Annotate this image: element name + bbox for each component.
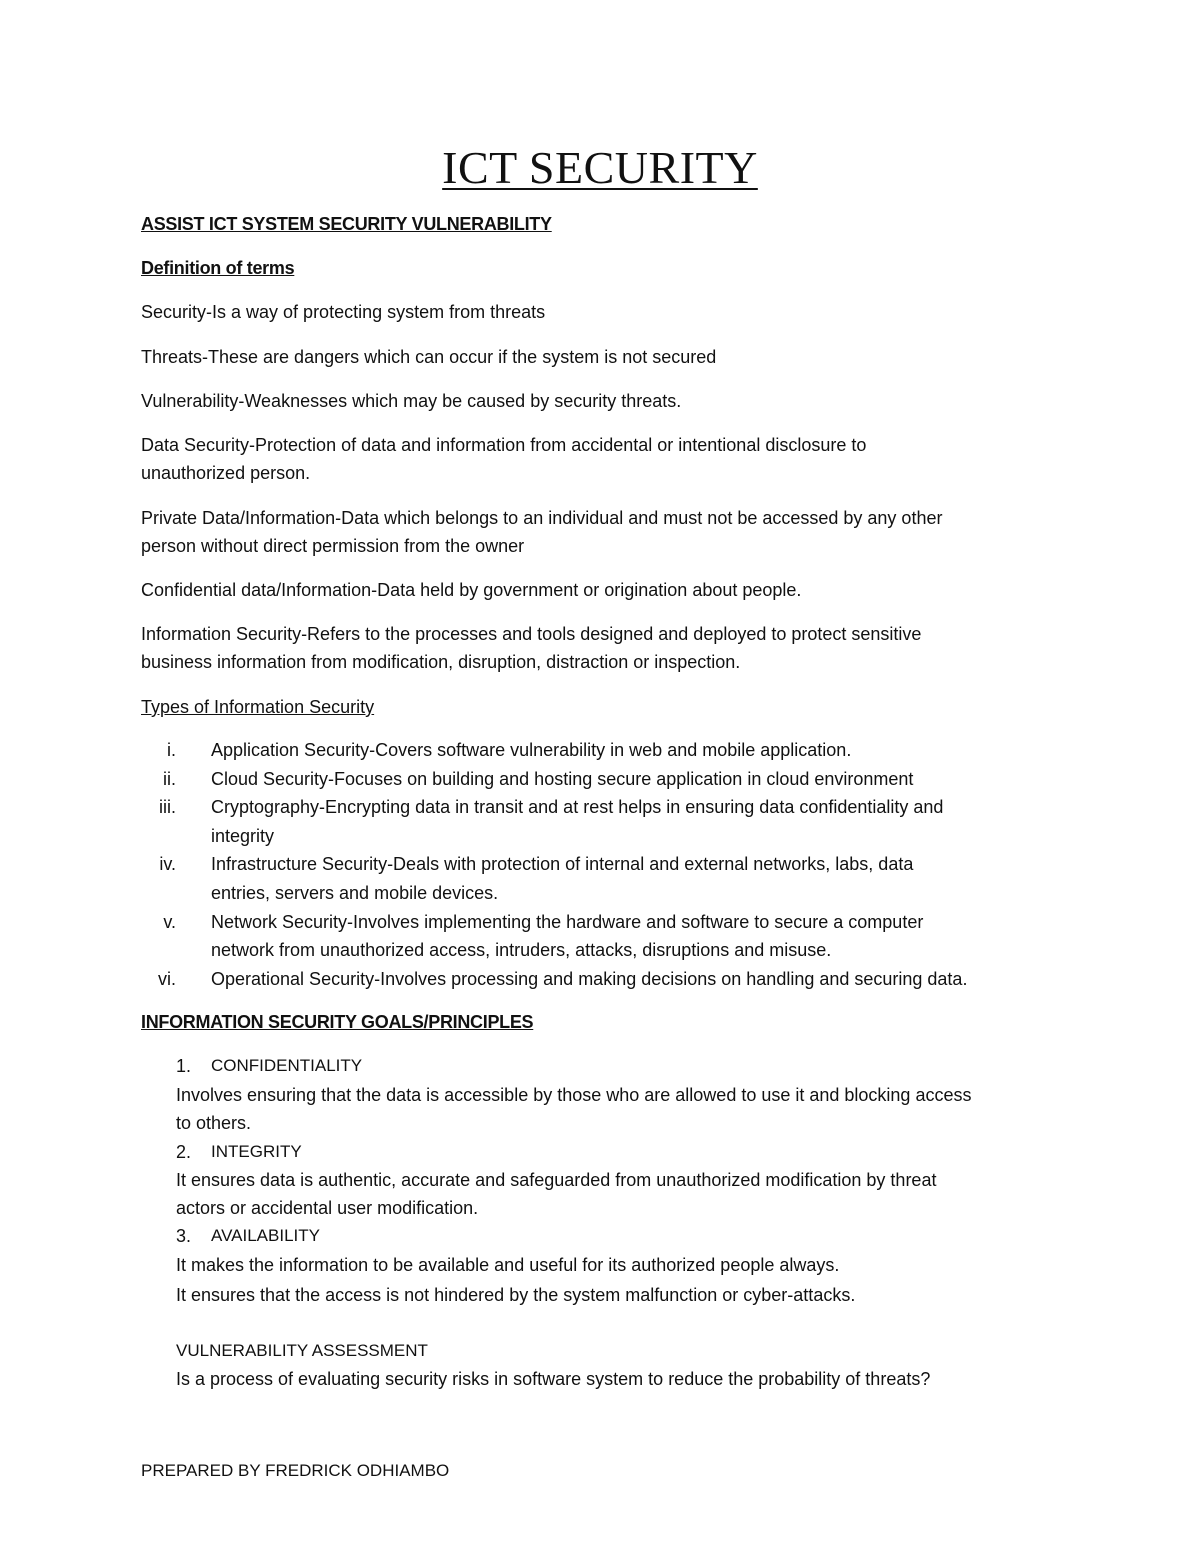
definition-threats: Threats-These are dangers which can occur if the system is not secured xyxy=(141,347,717,367)
list-item xyxy=(0,908,1200,965)
list-item-text: Cryptography-Encrypting data in transit and at rest helps in ensuring data confidentiality and xyxy=(211,797,944,818)
goal-number: 1. xyxy=(176,1056,192,1076)
goal-description-line: to others. xyxy=(176,1113,252,1133)
types-heading: Types of Information Security xyxy=(141,697,375,717)
goal-name: INTEGRITY xyxy=(211,1142,302,1161)
list-item xyxy=(0,850,1200,907)
list-item-text: entries, servers and mobile devices. xyxy=(211,882,499,903)
definition-confidential-data: Confidential data/Information-Data held by government or origination about people. xyxy=(141,580,802,600)
definition-vulnerability: Vulnerability-Weaknesses which may be caused by security threats. xyxy=(141,391,682,411)
goal-description-line: It ensures that the access is not hindered by the system malfunction or cyber-attacks. xyxy=(176,1285,856,1305)
goal-integrity xyxy=(0,1138,1200,1166)
goal-confidentiality xyxy=(0,1052,1200,1080)
vulnerability-text: Is a process of evaluating security risks in software system to reduce the probability of threats? xyxy=(176,1369,931,1389)
goal-number: 2. xyxy=(176,1142,192,1162)
goal-description-line: actors or accidental user modification. xyxy=(176,1198,479,1218)
goal-name: CONFIDENTIALITY xyxy=(211,1056,363,1075)
list-number: iv. xyxy=(159,854,176,875)
list-item-text: network from unauthorized access, intruders, attacks, disruptions and misuse. xyxy=(211,940,832,961)
vulnerability-heading: VULNERABILITY ASSESSMENT xyxy=(176,1341,428,1360)
goal-availability xyxy=(0,1222,1200,1250)
goal-description-line: It makes the information to be available and useful for its authorized people always. xyxy=(176,1255,840,1275)
goal-description-line: Involves ensuring that the data is accessible by those who are allowed to use it and blocking access xyxy=(176,1085,972,1105)
definition-security: Security-Is a way of protecting system from threats xyxy=(141,302,546,322)
goal-name: AVAILABILITY xyxy=(211,1226,320,1245)
types-list xyxy=(0,736,1200,993)
definition-information-security-line2: business information from modification, disruption, distraction or inspection. xyxy=(141,652,741,672)
footer-prepared-by: PREPARED BY FREDRICK ODHIAMBO xyxy=(141,1461,450,1480)
list-item xyxy=(0,965,1200,994)
list-item-text: Cloud Security-Focuses on building and hosting secure application in cloud environment xyxy=(211,768,914,789)
list-item xyxy=(0,736,1200,765)
definition-data-security-line2: unauthorized person. xyxy=(141,463,311,483)
definition-information-security-line1: Information Security-Refers to the processes and tools designed and deployed to protect sensitive xyxy=(141,624,922,644)
list-item xyxy=(0,765,1200,794)
document-title: ICT SECURITY xyxy=(442,142,758,193)
definition-private-data-line2: person without direct permission from the owner xyxy=(141,536,525,556)
goal-description-line: It ensures data is authentic, accurate and safeguarded from unauthorized modification by threat xyxy=(176,1170,937,1190)
list-item-text: Infrastructure Security-Deals with protection of internal and external networks, labs, data xyxy=(211,854,914,875)
list-number: i. xyxy=(167,740,176,760)
list-number: iii. xyxy=(159,797,176,818)
list-item xyxy=(0,793,1200,850)
list-number: v. xyxy=(163,911,176,932)
list-item-text: Operational Security-Involves processing and making decisions on handling and securing data. xyxy=(211,968,968,989)
goal-number: 3. xyxy=(176,1226,192,1246)
list-item-text: Application Security-Covers software vulnerability in web and mobile application. xyxy=(211,740,852,760)
list-number: vi. xyxy=(158,968,176,989)
list-item-text: integrity xyxy=(211,825,275,846)
main-heading: ASSIST ICT SYSTEM SECURITY VULNERABILITY xyxy=(141,214,552,234)
definition-private-data-line1: Private Data/Information-Data which belongs to an individual and must not be accessed by any other xyxy=(141,508,943,528)
list-item-text: Network Security-Involves implementing the hardware and software to secure a computer xyxy=(211,911,924,932)
definitions-heading: Definition of terms xyxy=(141,258,295,278)
goals-heading: INFORMATION SECURITY GOALS/PRINCIPLES xyxy=(141,1012,534,1032)
list-number: ii. xyxy=(163,768,176,789)
definition-data-security-line1: Data Security-Protection of data and information from accidental or intentional disclosure to xyxy=(141,435,867,455)
